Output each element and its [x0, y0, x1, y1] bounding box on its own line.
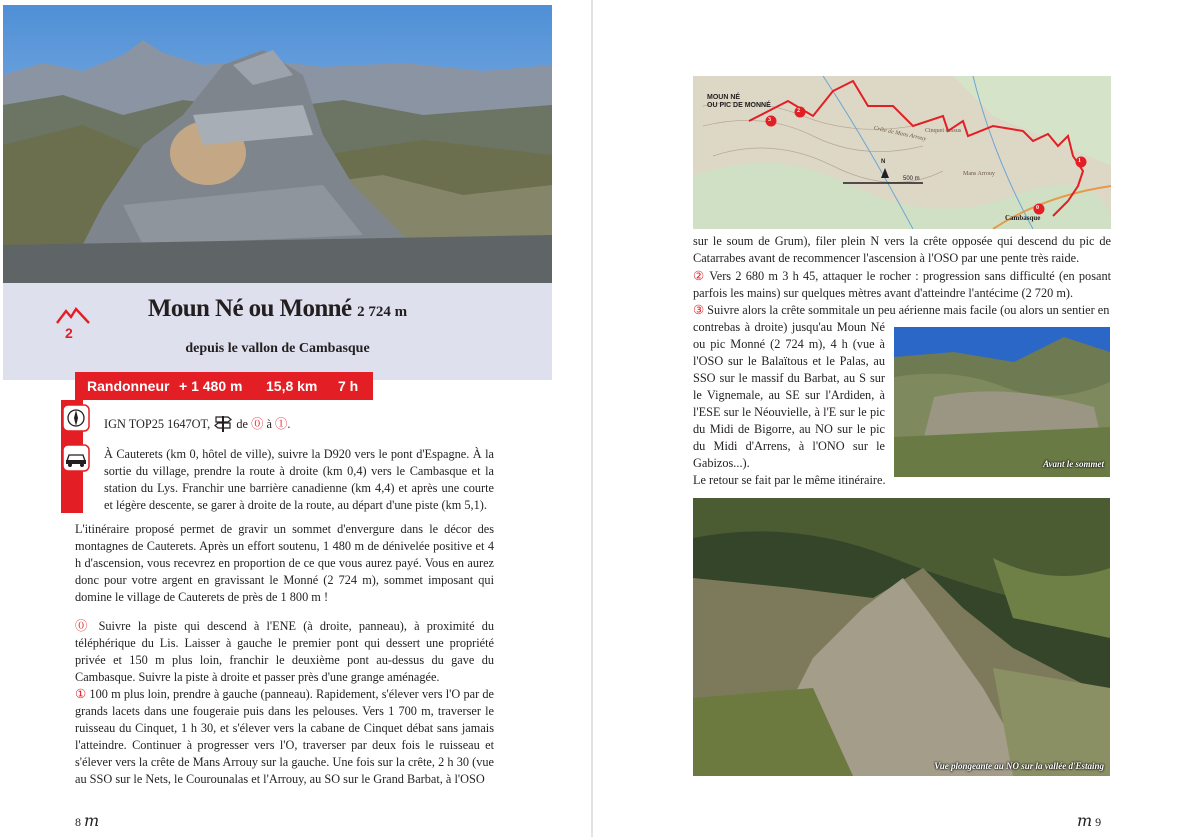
topo-map [693, 76, 1111, 229]
route-altitude: 2 724 m [357, 304, 408, 320]
summit-caption: Avant le sommet [1043, 459, 1104, 469]
map-north: N [881, 159, 886, 165]
map-reference: IGN TOP25 1647OT, de ⓪ à ①. [104, 413, 484, 433]
stat-level: Randonneur [87, 378, 170, 394]
map-marker-3: 3 [768, 117, 771, 123]
map-marker-0: 0 [1036, 205, 1039, 211]
map-scale: 500 m [903, 176, 920, 182]
folio-left: 8 m [75, 811, 100, 830]
step-3-marker: ③ [693, 303, 705, 317]
return-paragraph: Le retour se fait par le même itinéraire. [693, 473, 886, 487]
mountain-icon [56, 306, 90, 324]
map-mans-arrouy-label: Mans Arrouy [963, 171, 995, 177]
map-peak-label: MOUN NÉ OU PIC DE MONNÉ [707, 94, 771, 109]
stat-elevation: + 1 480 m [179, 378, 243, 394]
route-number: 2 [65, 325, 73, 341]
intro-paragraph: L'itinéraire proposé permet de gravir un sommet d'envergure dans le décor des montagnes de Cauterets. Après un effort soutenu, 1 480 m de dénivelée positive et 4 h d'ascension, vous recevrez en proportion de ce que vous aurez payé. Vous en aurez donc pour votre argent en gravissant le Monné (2 724 m), sommet imposant qui domine le village de Cauterets de près de 1 800 m ! [75, 522, 494, 604]
cairn-photo [3, 5, 552, 283]
map-marker-1: 1 [1078, 158, 1081, 164]
step-3-paragraph-b: contrebas à droite) jusqu'au Moun Né ou pic Monné (2 724 m), 4 h (vue à l'OSO sur le Balaïtous et le Palas, au SSO sur le massif du Barbat, au S sur le Vignemale, au SE sur l'Ardiden, à l'ESE sur le Néouvielle, à l'E sur le pic du Midi de Bigorre, au NO sur le pic du Midi d'Arrens, à l'ONO sur le Gabizos...). [693, 320, 885, 470]
ridge-photo [693, 498, 1110, 776]
ridge-caption: Vue plongeante au NO sur la vallée d'Estaing [934, 761, 1104, 771]
step-0-paragraph: ⓪ Suivre la piste qui descend à l'ENE (à droite, panneau), à proximité du téléphérique du Lis. Laisser à gauche le premier pont qui dessert une propriété privée et 150 m plus loin, franchir le deuxième pont au-dessus du gave du Cambasque. Suivre la piste à droite et passer près d'une grange aménagée. [75, 619, 495, 684]
continuation-paragraph: sur le soum de Grum), filer plein N vers la crête opposée qui descend du pic de Catarrabes avant de recommencer l'ascension à l'OSO par une pente très raide. [693, 234, 1111, 265]
step-2-paragraph: ② Vers 2 680 m 3 h 45, attaquer le rocher : progression sans difficulté (en posant parfois les mains) sur quelques mètres avant d'atteindre l'antécime (2 720 m). [693, 269, 1112, 300]
stat-duration: 7 h [338, 378, 359, 394]
stats-bar [75, 372, 373, 400]
step-2-marker: ② [693, 269, 706, 283]
title-band [3, 283, 552, 380]
access-paragraph: À Cauterets (km 0, hôtel de ville), suivre la D920 vers le pont d'Espagne. À la sortie du village, prendre la route à droite (km 0,4) vers le Cambasque et la station du Lys. Franchir une barrière canadienne (km 4,4) et après une courte et légère descente, se garer à droite de la route, au départ d'une piste (km 5,1). [104, 447, 494, 512]
step-1-marker: ① [75, 687, 87, 701]
map-cambasque-label: Cambasque [1005, 214, 1041, 222]
map-cinquet-label: Cinquet dessus [925, 128, 962, 134]
step-1-paragraph: ① 100 m plus loin, prendre à gauche (panneau). Rapidement, s'élever vers l'O par de grands lacets dans une fougeraie puis dans les pelouses. Vers 1 700 m, traverser le ruisseau du Cinquet, 1 h 30, et s'élever vers la cabane de Cinquet débat sans jamais l'atteindre. Continuer à progresser vers l'O, traverser par deux fois le ruisseau et s'élever vers la crête de Mans Arrouy sur la gauche. Une fois sur la crête, 2 h 30 (vue au SSO sur le Nets, le Courounalas et l'Arrouy, au SO sur le Grand Barbat, à l'OSO [75, 687, 494, 786]
step-0-marker: ⓪ [75, 619, 92, 633]
step-3-paragraph-a: ③ Suivre alors la crête sommitale un peu aérienne mais facile (ou alors un sentier en [693, 303, 1110, 317]
car-icon [62, 444, 90, 472]
stat-distance: 15,8 km [266, 378, 318, 394]
map-marker-2: 2 [797, 108, 800, 114]
compass-icon [62, 404, 90, 432]
right-page [593, 0, 1184, 837]
map-crete-label: Crête de Mans Arrouy [872, 125, 927, 143]
summit-photo [894, 327, 1110, 477]
signpost-icon [213, 413, 233, 433]
route-title: Moun Né ou Monné 2 724 m [147, 295, 408, 322]
folio-right: m 9 [1077, 811, 1102, 830]
route-subtitle: depuis le vallon de Cambasque [185, 341, 370, 356]
